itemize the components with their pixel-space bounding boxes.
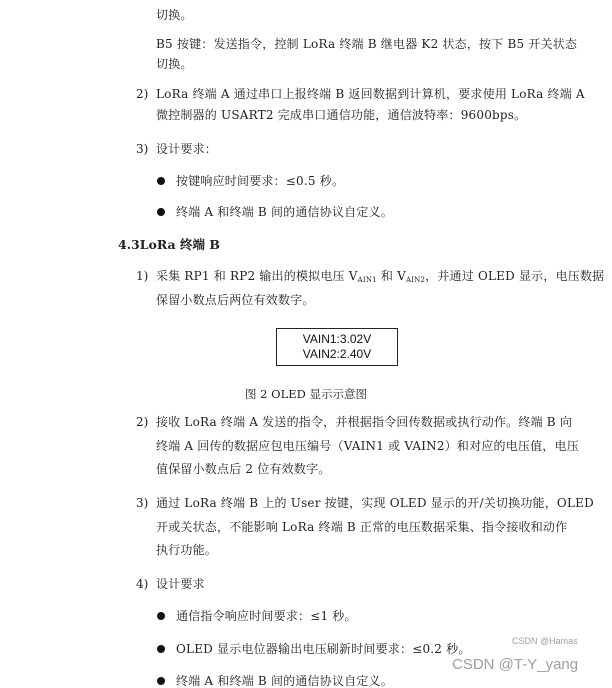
watermark-large: CSDN @T-Y_yang [452,656,579,673]
subscript: AIN2 [405,276,426,284]
b5-key-line: 切换。 [156,57,193,71]
list-item-text: 设计要求 [156,577,205,591]
oled-line: VAIN2:2.40V [302,347,372,361]
list-item-text: 开或关状态，不能影响 LoRa 终端 B 正常的电压数据采集、指令接收和动作 [156,520,568,534]
b5-key-line: B5 按键：发送指令，控制 LoRa 终端 B 继电器 K2 状态，按下 B5 开关状态 [156,37,578,51]
list-item-text: 值保留小数点后 2 位有效数字。 [156,462,331,476]
paragraph-line: 切换。 [156,8,193,22]
list-item-text: 采集 RP1 和 RP2 输出的模拟电压 $V_{AIN1}$ 和 $V_{AIN2}$，并通过 OLED 显示，电压数据 [156,269,605,284]
list-number: 1) [136,269,149,283]
list-number: 2) [136,87,149,101]
bullet-icon [157,612,165,620]
bullet-text: 通信指令响应时间要求：≤1 秒。 [176,609,357,623]
bullet-icon [157,177,165,185]
oled-line: VAIN1:3.02V [302,332,372,346]
list-item-text: 保留小数点后两位有效数字。 [156,293,315,307]
list-item-text: 设计要求： [156,142,218,156]
bullet-icon [157,645,165,653]
watermark-small: CSDN @Hamas [512,636,578,646]
bullet-text: 按键响应时间要求：≤0.5 秒。 [176,174,345,188]
figure-caption: 图 2 OLED 显示示意图 [245,387,367,401]
list-number: 3) [136,142,149,156]
list-item-text: 执行功能。 [156,543,218,557]
list-number: 4) [136,577,149,591]
list-number: 3) [136,496,149,510]
oled-display-figure [276,328,398,366]
bullet-text: 终端 A 和终端 B 间的通信协议自定义。 [176,205,393,219]
bullet-text: OLED 显示电位器输出电压刷新时间要求：≤0.2 秒。 [176,642,471,656]
bullet-icon [157,208,165,216]
list-number: 2) [136,415,149,429]
list-item-text: 微控制器的 USART2 完成串口通信功能，通信波特率：9600bps。 [156,108,527,122]
bullet-icon [157,677,165,685]
list-item-text: 终端 A 回传的数据应包电压编号（VAIN1 或 VAIN2）和对应的电压值，电压 [156,439,579,453]
list-item-text: 接收 LoRa 终端 A 发送的指令，并根据指令回传数据或执行动作。终端 B 向 [156,415,573,429]
list-item-text: LoRa 终端 A 通过串口上报终端 B 返回数据到计算机，要求使用 LoRa 终端 A [156,87,585,101]
section-heading: 4.3LoRa 终端 B [118,237,220,252]
subscript: AIN1 [357,276,377,284]
bullet-text: 终端 A 和终端 B 间的通信协议自定义。 [176,674,393,688]
list-item-text: 通过 LoRa 终端 B 上的 User 按键，实现 OLED 显示的开/关切换功能，OLED [156,496,594,510]
